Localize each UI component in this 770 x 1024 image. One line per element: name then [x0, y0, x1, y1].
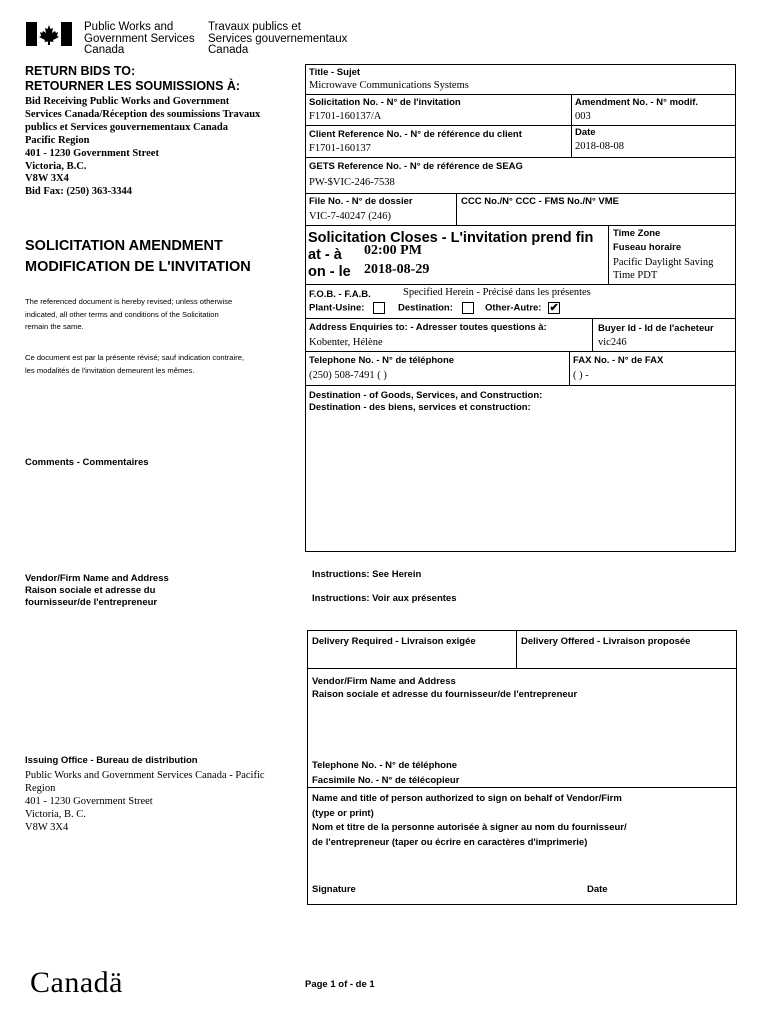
return-bids-title-fr: RETOURNER LES SOUMISSIONS À: [25, 79, 241, 93]
note-line: indicated, all other terms and conditions of the Solicitation [25, 309, 219, 319]
phone-value: (250) 508-7491 ( ) [309, 370, 387, 381]
destination-label-line: Destination - of Goods, Services, and Construction: [309, 390, 543, 401]
address-line: 401 - 1230 Government Street [25, 147, 159, 159]
closes-label: Solicitation Closes - L'invitation prend fin [308, 230, 594, 246]
time-zone-value [613, 256, 713, 282]
authorized-label-line: Name and title of person authorized to sign on behalf of Vendor/Firm [312, 793, 622, 804]
issuing-line: Victoria, B. C. [25, 809, 86, 820]
vendor-label [25, 573, 169, 609]
vendor-label-line: Raison sociale et adresse du [25, 585, 156, 596]
address-line: publics et Services gouvernementaux Canada [25, 121, 228, 133]
time-zone-label-en: Time Zone [613, 228, 661, 239]
delivery-offered-label: Delivery Offered - Livraison proposée [521, 636, 691, 647]
vendor-label-line: Vendor/Firm Name and Address [25, 573, 169, 584]
amendment-title-en: SOLICITATION AMENDMENT [25, 238, 223, 254]
client-ref-label: Client Reference No. - N° de référence du client [309, 129, 522, 140]
solicitation-no-value: F1701-160137/A [309, 111, 382, 122]
on-label: on - le [308, 264, 351, 280]
destination-checkbox[interactable] [462, 302, 474, 314]
closing-date-value: 2018-08-29 [364, 262, 430, 277]
dept-fr-line: Services gouvernementaux [208, 32, 348, 45]
amendment-title [25, 236, 251, 278]
time-zone-line: Pacific Daylight Saving [613, 257, 714, 268]
destination-check-label: Destination: [398, 302, 453, 314]
file-no-value: VIC-7-40247 (246) [309, 211, 391, 222]
title-label: Title - Sujet [309, 67, 361, 78]
dept-en-line: Public Works and [84, 21, 174, 33]
destination-label [309, 390, 542, 414]
amendment-title-fr: MODIFICATION DE L'INVITATION [25, 259, 251, 275]
fax-label: FAX No. - N° de FAX [573, 355, 664, 366]
department-name-en [84, 22, 195, 57]
issuing-line: Public Works and Government Services Canada - Pacific [25, 770, 265, 781]
closing-time-value: 02:00 PM [364, 243, 422, 258]
destination-option [398, 302, 474, 314]
authorized-label-line: Nom et titre de la personne autorisée à signer au nom du fournisseur/ [312, 822, 627, 833]
fob-value: Specified Herein - Précisé dans les présentes [403, 287, 591, 298]
instructions-en: Instructions: See Herein [312, 569, 422, 580]
note-line: The referenced document is hereby revised; unless otherwise [25, 297, 233, 306]
dept-fr-line: Travaux publics et [208, 21, 301, 33]
buyer-id-value: vic246 [598, 337, 627, 348]
vendor-telephone-label: Telephone No. - N° de téléphone [312, 760, 458, 771]
plant-usine-label: Plant-Usine: [309, 302, 365, 314]
fob-label: F.O.B. - F.A.B. [309, 289, 371, 300]
issuing-line: V8W 3X4 [25, 822, 69, 833]
amendment-no-value: 003 [575, 111, 591, 122]
authorized-label-line: (type or print) [312, 807, 374, 819]
comments-label: Comments - Commentaires [25, 457, 149, 468]
canada-flag-icon [26, 22, 72, 46]
dept-en-line: Government Services [84, 32, 195, 45]
address-line: Bid Receiving Public Works and Government [25, 96, 230, 107]
date-value: 2018-08-08 [575, 141, 624, 152]
note-line: les modalités de l'invitation demeurent les mêmes. [25, 365, 195, 375]
time-zone-line: Time PDT [613, 270, 658, 281]
destination-label-line: Destination - des biens, services et construction: [309, 402, 531, 413]
vendor-facsimile-label: Facsimile No. - N° de télécopieur [312, 775, 460, 786]
file-no-label: File No. - N° de dossier [309, 196, 413, 207]
delivery-required-label: Delivery Required - Livraison exigée [312, 636, 476, 647]
phone-label: Telephone No. - N° de téléphone [309, 355, 455, 366]
department-name-fr [208, 22, 347, 57]
other-autre-label: Other-Autre: [485, 302, 542, 314]
address-line: Pacific Region [25, 134, 90, 146]
date-label: Date [575, 127, 596, 138]
address-line: Services Canada/Réception des soumissions Travaux [25, 108, 261, 120]
dept-fr-line: Canada [208, 44, 249, 56]
vendor-label-line: fournisseur/de l'entrepreneur [25, 597, 158, 608]
at-label: at - à [308, 247, 342, 263]
note-line: remain the same. [25, 322, 84, 331]
instructions-fr: Instructions: Voir aux présentes [312, 593, 457, 604]
gets-ref-label: GETS Reference No. - N° de référence de SEAG [309, 161, 523, 172]
return-bids-title [25, 64, 240, 94]
enquiries-label: Address Enquiries to: - Adresser toutes questions à: [309, 322, 547, 333]
vendor-name-label-line: Raison sociale et adresse du fournisseur/de l'entrepreneur [312, 689, 578, 700]
time-zone-label-fr: Fuseau horaire [613, 242, 682, 253]
note-line: Ce document est par la présente révisé; sauf indication contraire, [25, 353, 245, 362]
issuing-office-label: Issuing Office - Bureau de distribution [25, 755, 198, 766]
signature-date-label: Date [587, 884, 608, 895]
return-bids-address [25, 96, 260, 199]
ccc-no-label: CCC No./N° CCC - FMS No./N° VME [461, 196, 620, 207]
plant-usine-checkbox[interactable] [373, 302, 385, 314]
gets-ref-value: PW-$VIC-246-7538 [309, 177, 395, 188]
enquiries-value: Kobenter, Hélène [309, 337, 383, 348]
title-value: Microwave Communications Systems [309, 80, 469, 91]
address-line: V8W 3X4 [25, 173, 69, 185]
buyer-id-label: Buyer Id - Id de l'acheteur [598, 323, 714, 334]
amendment-no-label: Amendment No. - N° modif. [575, 97, 699, 108]
amendment-note-en [25, 296, 232, 334]
issuing-line: 401 - 1230 Government Street [25, 796, 153, 807]
vendor-name-label-line: Vendor/Firm Name and Address [312, 676, 456, 687]
plant-usine-option [309, 302, 385, 314]
authorized-person-label [312, 792, 627, 850]
address-line: Bid Fax: (250) 363-3344 [25, 186, 133, 198]
page-number: Page 1 of - de 1 [305, 979, 375, 990]
authorized-label-line: de l'entrepreneur (taper ou écrire en caractères d'imprimerie) [312, 836, 588, 848]
amendment-note-fr [25, 352, 244, 377]
client-ref-value: F1701-160137 [309, 143, 371, 154]
address-line: Victoria, B.C. [25, 160, 87, 172]
dept-en-line: Canada [84, 44, 125, 56]
issuing-office-address [25, 769, 265, 834]
canada-wordmark: Canadä [30, 966, 123, 999]
other-autre-option [485, 302, 560, 314]
solicitation-no-label: Solicitation No. - N° de l'invitation [309, 97, 461, 108]
vendor-name-label [312, 675, 577, 701]
signature-label: Signature [312, 884, 356, 895]
fax-value: ( ) - [573, 370, 589, 381]
issuing-line: Region [25, 783, 56, 794]
other-autre-checkbox[interactable]: ✔ [549, 302, 559, 314]
return-bids-title-en: RETURN BIDS TO: [25, 64, 136, 78]
